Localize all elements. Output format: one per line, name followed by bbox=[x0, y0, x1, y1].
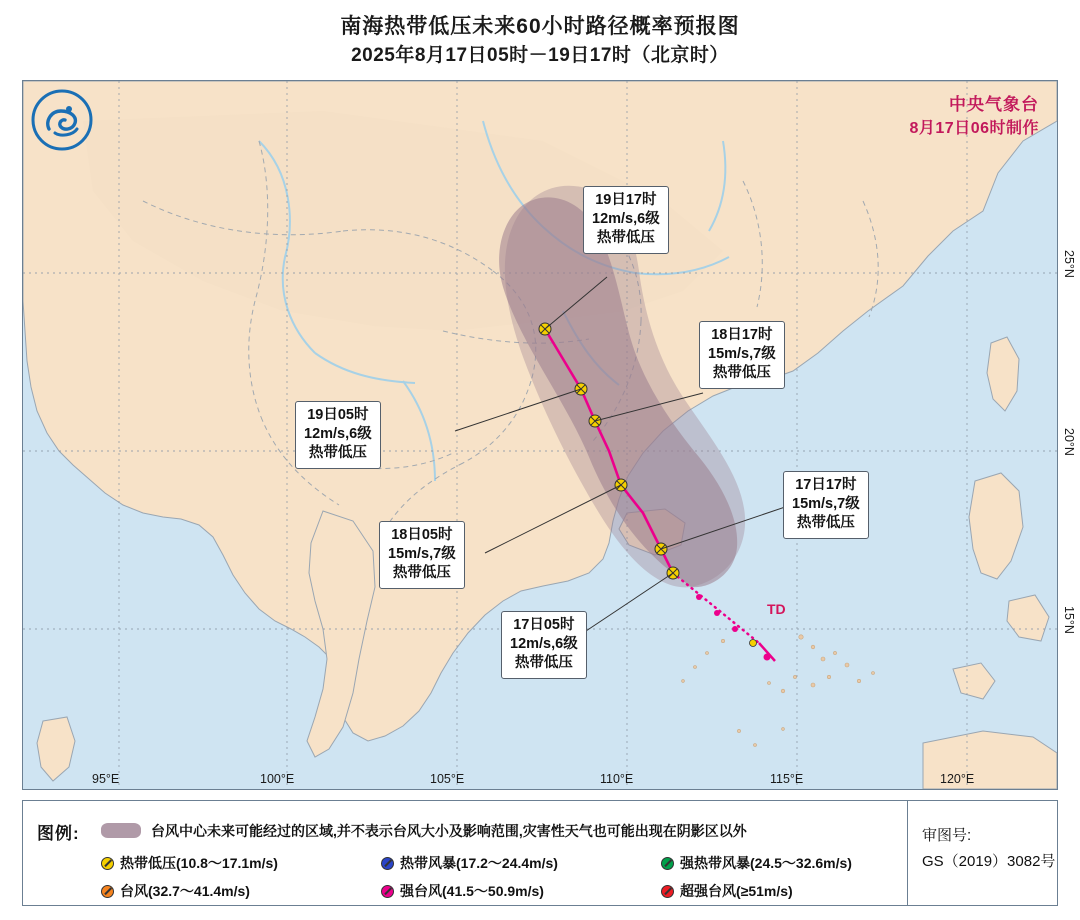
superty-swatch-icon bbox=[661, 885, 674, 898]
forecast-callout-17-17[interactable] bbox=[783, 471, 869, 539]
legend-item-label: 热带低压(10.8～17.1m/s) bbox=[120, 855, 278, 871]
y-tick-25n: 25°N bbox=[1062, 250, 1076, 278]
callout-category: 热带低压 bbox=[796, 515, 855, 531]
review-value: GS（2019）3082号 bbox=[922, 853, 1056, 870]
issuing-agency bbox=[910, 93, 1040, 141]
review-label: 审图号: bbox=[922, 827, 972, 844]
callout-time: 18日05时 bbox=[391, 527, 453, 543]
storm-id-label: TD bbox=[767, 601, 786, 617]
title-line-2: 2025年8月17日05时－19日17时（北京时） bbox=[351, 45, 729, 66]
callout-time: 18日17时 bbox=[711, 327, 773, 343]
ts-swatch-icon bbox=[381, 857, 394, 870]
forecast-callout-17-05[interactable] bbox=[501, 611, 587, 679]
map-graphic bbox=[23, 81, 1057, 789]
callout-category: 热带低压 bbox=[514, 655, 573, 671]
x-tick-105e: 105°E bbox=[430, 772, 465, 786]
x-tick-115e: 115°E bbox=[770, 772, 804, 786]
callout-time: 17日17时 bbox=[795, 477, 857, 493]
legend-item-label: 热带风暴(17.2～24.4m/s) bbox=[400, 855, 558, 871]
callout-time: 17日05时 bbox=[513, 617, 575, 633]
legend-item-ts bbox=[381, 853, 558, 873]
legend-item-label: 超强台风(≥51m/s) bbox=[680, 883, 793, 899]
legend-left-section bbox=[23, 801, 907, 905]
forecast-callout-18-17[interactable] bbox=[699, 321, 785, 389]
sty-swatch-icon bbox=[381, 885, 394, 898]
legend-item-td bbox=[101, 853, 278, 873]
callout-category: 热带低压 bbox=[596, 230, 655, 246]
forecast-callout-19-17[interactable] bbox=[583, 186, 669, 254]
callout-wind: 12m/s,6级 bbox=[510, 636, 578, 652]
callout-wind: 12m/s,6级 bbox=[592, 211, 660, 227]
ty-swatch-icon bbox=[101, 885, 114, 898]
y-tick-20n: 20°N bbox=[1062, 428, 1076, 456]
forecast-callout-19-05[interactable] bbox=[295, 401, 381, 469]
callout-category: 热带低压 bbox=[308, 445, 367, 461]
title-line-1: 南海热带低压未来60小时路径概率预报图 bbox=[340, 15, 740, 38]
legend-title: 图例: bbox=[37, 824, 80, 843]
cma-logo-icon bbox=[31, 89, 93, 151]
x-tick-120e: 120°E bbox=[940, 772, 975, 786]
callout-wind: 15m/s,7级 bbox=[388, 546, 456, 562]
shaded-area-swatch bbox=[101, 823, 141, 838]
forecast-callout-18-05[interactable] bbox=[379, 521, 465, 589]
x-tick-110e: 110°E bbox=[600, 772, 634, 786]
x-tick-95e: 95°E bbox=[92, 772, 120, 786]
x-tick-100e: 100°E bbox=[260, 772, 295, 786]
map-canvas[interactable] bbox=[22, 80, 1058, 790]
review-number-section bbox=[907, 801, 1058, 905]
callout-wind: 15m/s,7级 bbox=[792, 496, 860, 512]
td-swatch-icon bbox=[101, 857, 114, 870]
legend-item-label: 台风(32.7～41.4m/s) bbox=[120, 883, 250, 899]
callout-time: 19日05时 bbox=[307, 407, 369, 423]
legend-item-superty bbox=[661, 881, 793, 901]
legend-item-ty bbox=[101, 881, 250, 901]
callout-category: 热带低压 bbox=[392, 565, 451, 581]
legend-item-label: 强台风(41.5～50.9m/s) bbox=[400, 883, 544, 899]
shaded-area-note: 台风中心未来可能经过的区域,并不表示台风大小及影响范围,灾害性天气也可能出现在阴影区以外 bbox=[151, 823, 747, 839]
callout-wind: 12m/s,6级 bbox=[304, 426, 372, 442]
callout-time: 19日17时 bbox=[595, 192, 657, 208]
agency-name: 中央气象台 bbox=[949, 95, 1039, 114]
y-tick-15n: 15°N bbox=[1062, 606, 1076, 634]
sts-swatch-icon bbox=[661, 857, 674, 870]
callout-category: 热带低压 bbox=[712, 365, 771, 381]
callout-wind: 15m/s,7级 bbox=[708, 346, 776, 362]
page-title bbox=[0, 12, 1080, 70]
legend-item-sty bbox=[381, 881, 544, 901]
legend-item-sts bbox=[661, 853, 852, 873]
legend-panel bbox=[22, 800, 1058, 906]
agency-issue-time: 8月17日06时制作 bbox=[909, 120, 1039, 137]
legend-item-label: 强热带风暴(24.5～32.6m/s) bbox=[680, 855, 852, 871]
